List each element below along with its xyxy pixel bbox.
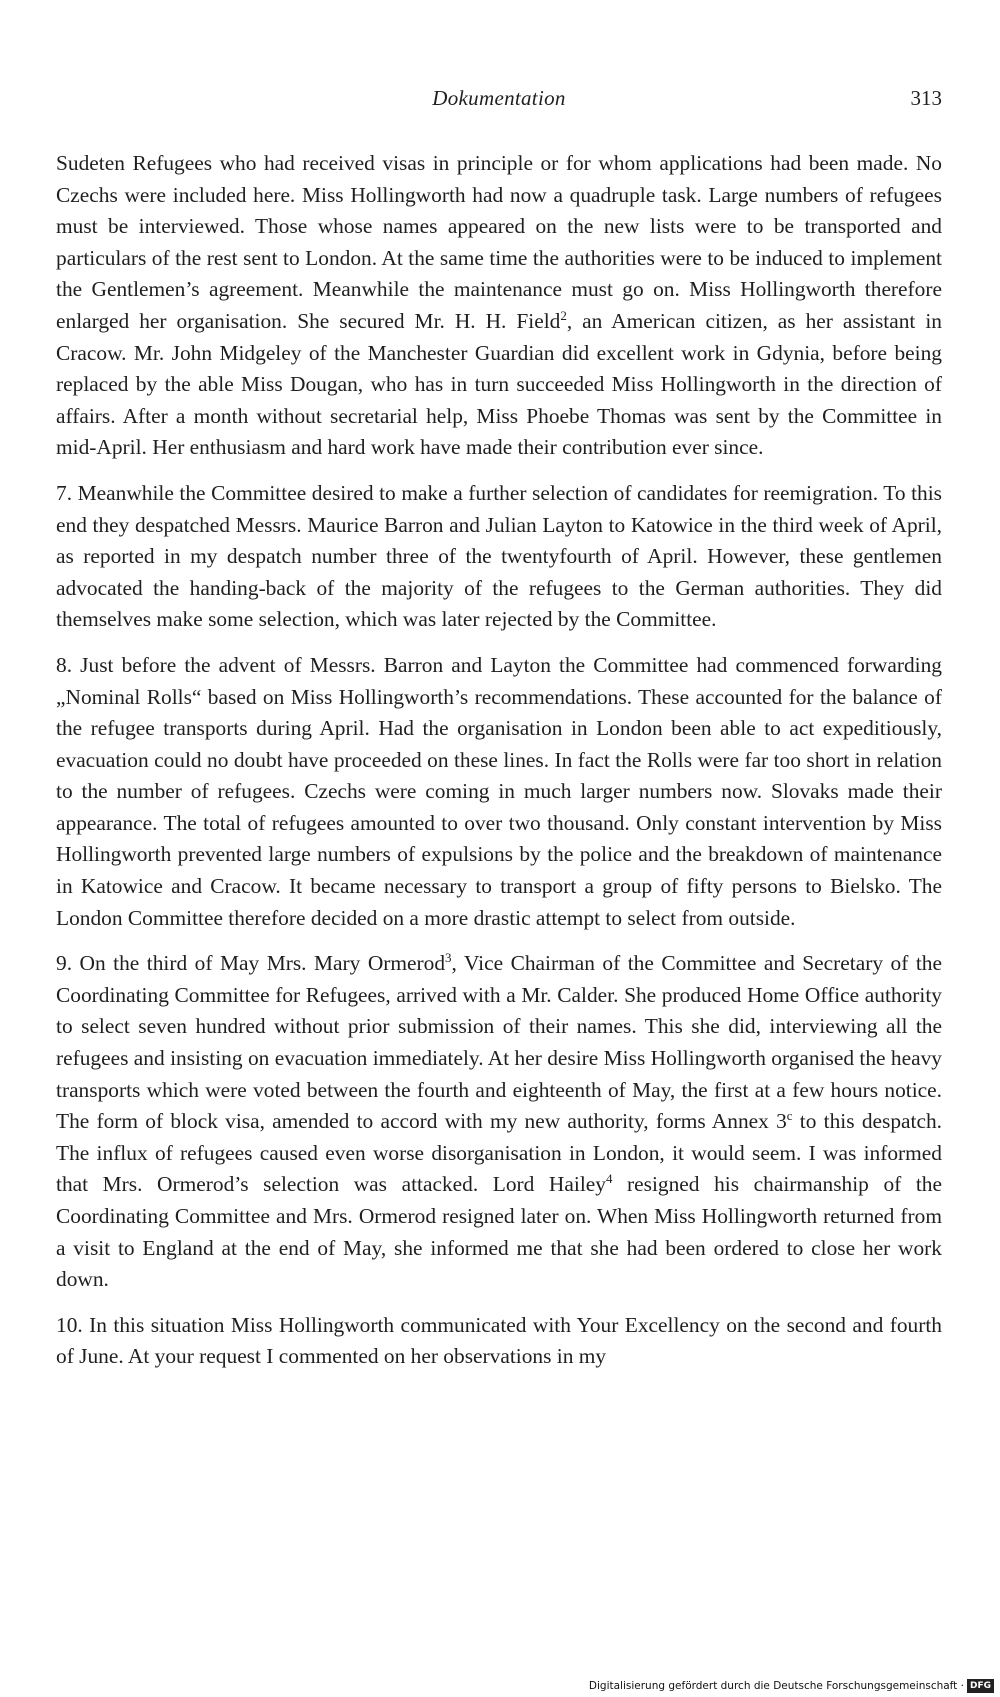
paragraph-9 <box>56 948 942 1296</box>
footnote-ref: 4 <box>605 1171 613 1187</box>
footnote-ref: 2 <box>560 307 567 323</box>
running-head <box>56 86 942 120</box>
text-segment: Sudeten Refugees who had received visas in principle or for whom applications had been made. No Czechs were included here. Miss Hollingworth had now a quadruple task. Large numbers of refugees must be interviewed. Those whose names appeared on the new lists were to be transported and particulars of the rest sent to London. At the same time the authorities were to be induced to implement the Gentlemen’s agreement. Meanwhile the maintenance must go on. Miss Hollingworth therefore enlarged her organisation. She secured Mr. H. H. Field <box>56 151 942 333</box>
text-segment: 8. Just before the advent of Messrs. Barron and Layton the Committee had commenced forwarding „Nominal Rolls“ based on Miss Hollingworth’s recommendations. These accounted for the balance of the refugee transports during April. Had the organisation in London been able to act expeditiously, evacuation could no doubt have proceeded on these lines. In fact the Rolls were far too short in relation to the number of refugees. Czechs were coming in much larger numbers now. Slovaks made their appearance. The total of refugees amounted to over two thousand. Only constant intervention by Miss Hollingworth prevented large numbers of expulsions by the police and the breakdown of maintenance in Katowice and Cracow. It became necessary to transport a group of fifty persons to Bielsko. The London Committee therefore decided on a more drastic attempt to select from outside. <box>56 652 942 930</box>
text-segment: , Vice Chairman of the Committee and Secretary of the Coordinating Committee for Refugees, arrived with a Mr. Calder. She produced Home Office authority to select seven hundred without prior submission of their names. This she did, interviewing all the refugees and insisting on evacuation immediately. At her desire Miss Hollingworth organised the heavy transports which were voted between the fourth and eighteenth of May, the first at a few hours notice. The form of block visa, amended to accord with my new authority, forms Annex 3 <box>56 951 942 1134</box>
footnote-ref: 3 <box>445 950 452 966</box>
dfg-logo: DFG <box>967 1679 994 1693</box>
paragraph-10 <box>56 1310 942 1373</box>
digitization-credit <box>589 1679 994 1693</box>
body-text <box>56 148 942 1387</box>
credit-text: Digitalisierung gefördert durch die Deutsche Forschungsgemeinschaft · <box>588 1680 964 1692</box>
text-segment: 7. Meanwhile the Committee desired to make a further selection of candidates for reemigration. To this end they despatched Messrs. Maurice Barron and Julian Layton to Katowice in the third week of April, as reported in my despatch number three of the twentyfourth of April. However, these gentlemen advocated the handing-back of the majority of the refugees to the German authorities. They did themselves make some selection, which was later rejected by the Committee. <box>56 480 942 632</box>
paragraph-8 <box>56 650 942 934</box>
paragraph-7 <box>56 478 942 636</box>
text-segment: 9. On the third of May Mrs. Mary Ormerod <box>56 951 446 976</box>
text-segment: , an American citizen, as her assistant in Cracow. Mr. John Midgeley of the Manchester Guardian did excellent work in Gdynia, before being replaced by the able Miss Dougan, who has in turn succeeded Miss Hollingworth in the direction of affairs. After a month without secretarial help, Miss Phoebe Thomas was sent by the Committee in mid-April. Her enthusiasm and hard work have made their contribution ever since. <box>56 308 942 460</box>
running-title: Dokumentation <box>432 86 566 110</box>
text-segment: to this despatch. The influx of refugees caused even worse disorganisation in London, it would seem. I was informed that Mrs. Ormerod’s selection was attacked. Lord Hailey <box>56 1109 942 1197</box>
annex-superscript: c <box>786 1108 793 1124</box>
paragraph-continuation <box>56 148 942 464</box>
page-number: 313 <box>910 86 942 110</box>
text-segment: 10. In this situation Miss Hollingworth communicated with Your Excellency on the second and fourth of June. At your request I commented on her observations in my <box>56 1312 942 1369</box>
text-segment: resigned his chairmanship of the Coordinating Committee and Mrs. Ormerod resigned later on. When Miss Hollingworth returned from a visit to England at the end of May, she informed me that she had been ordered to close her work down. <box>56 1172 942 1292</box>
